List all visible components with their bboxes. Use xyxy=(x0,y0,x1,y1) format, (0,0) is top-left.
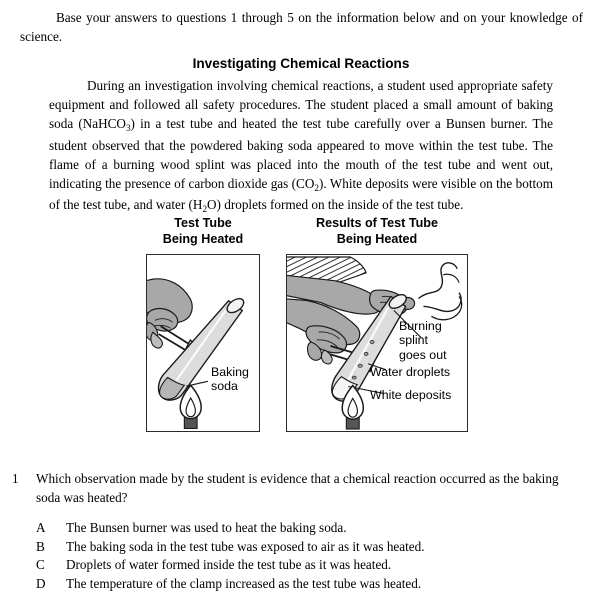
label-burning-splint xyxy=(399,319,447,362)
answer-choice-c-text: Droplets of water formed inside the test tube as it was heated. xyxy=(66,557,392,573)
figure-right-caption-line2: Being Heated xyxy=(336,231,418,246)
smoke-wisp-4 xyxy=(443,274,459,282)
passage-body xyxy=(49,76,553,216)
answer-choice-b-letter: B xyxy=(36,538,45,554)
answer-choice-b[interactable] xyxy=(0,538,602,557)
figure-group xyxy=(0,216,602,441)
figure-right-caption-line1: Results of Test Tube xyxy=(316,216,438,230)
label-burning-splint-line1: Burning xyxy=(399,319,442,333)
question-row xyxy=(0,470,584,507)
question-text: Which observation made by the student is evidence that a chemical reaction occurred as the baking soda was heated? xyxy=(36,471,559,505)
passage-text-part1: During an investigation involving chemical reactions, a student used appropriate safety equipment and followed all safety procedures. The student placed a small amount of baking soda (NaHCO xyxy=(49,78,553,132)
nahco3-subscript: 3 xyxy=(125,122,131,133)
label-baking-soda xyxy=(211,365,249,393)
figure-left-caption-line1: Test Tube xyxy=(174,216,232,230)
water-droplet-2 xyxy=(364,352,368,355)
label-burning-splint-line3: goes out xyxy=(399,347,447,362)
figure-left-caption-line2: Being Heated xyxy=(162,231,244,246)
label-burning-splint-line2: splint xyxy=(399,333,428,348)
label-water-droplets: Water droplets xyxy=(370,365,451,379)
passage-text-part2: ) in a test tube and heated the test tube carefully over a Bunsen burner. The student observed that the powdered baking soda appeared to move within the test tube. The flame of a burning wood splint was placed into the mouth of the test tube and went out, indicating the presence of carbon dioxide gas (CO xyxy=(49,116,553,192)
answer-choice-a-letter: A xyxy=(36,520,46,535)
figure-left-caption xyxy=(146,216,260,247)
answer-choice-c-letter: C xyxy=(36,557,45,573)
water-droplet-1 xyxy=(370,340,374,343)
answer-choice-c[interactable] xyxy=(0,556,602,575)
figure-right-caption xyxy=(286,216,468,247)
water-droplet-3 xyxy=(358,364,362,367)
label-baking-soda-line2: soda xyxy=(211,379,238,393)
passage-text-part4: O) droplets formed on the inside of the test tube. xyxy=(207,197,464,213)
question-number: 1 xyxy=(12,471,19,486)
answer-choice-b-text: The baking soda in the test tube was exposed to air as it was heated. xyxy=(66,538,425,554)
answer-choice-d-text: The temperature of the clamp increased as the test tube was heated. xyxy=(66,575,422,591)
answer-choice-d[interactable] xyxy=(0,575,602,594)
answer-choice-a[interactable] xyxy=(0,519,602,538)
label-baking-soda-line1: Baking xyxy=(211,365,249,379)
answer-choices xyxy=(0,519,602,593)
figure-left-frame xyxy=(146,254,260,432)
answer-choice-a-text: The Bunsen burner was used to heat the baking soda. xyxy=(66,520,347,535)
co2-subscript: 2 xyxy=(314,182,319,193)
figure-right-frame xyxy=(286,254,468,432)
h2o-subscript: 2 xyxy=(202,203,208,214)
answer-choice-d-letter: D xyxy=(36,575,46,591)
figure-results-of-test-tube-being-heated xyxy=(286,216,468,432)
smoke-wisp-2 xyxy=(423,293,461,312)
figure-test-tube-being-heated xyxy=(146,216,260,432)
question-block xyxy=(0,470,602,507)
water-droplet-4 xyxy=(352,376,356,379)
label-white-deposits: White deposits xyxy=(370,388,452,402)
passage-text-part3: ). White deposits were visible on the bottom of the test tube, and water (H xyxy=(49,176,553,213)
intro-paragraph: Base your answers to questions 1 through 5 on the information below and on your knowledge of science. xyxy=(20,10,583,44)
smoke-wisp-1 xyxy=(419,263,458,299)
clamp-arm-upper xyxy=(161,326,192,346)
passage-title: Investigating Chemical Reactions xyxy=(192,56,410,71)
